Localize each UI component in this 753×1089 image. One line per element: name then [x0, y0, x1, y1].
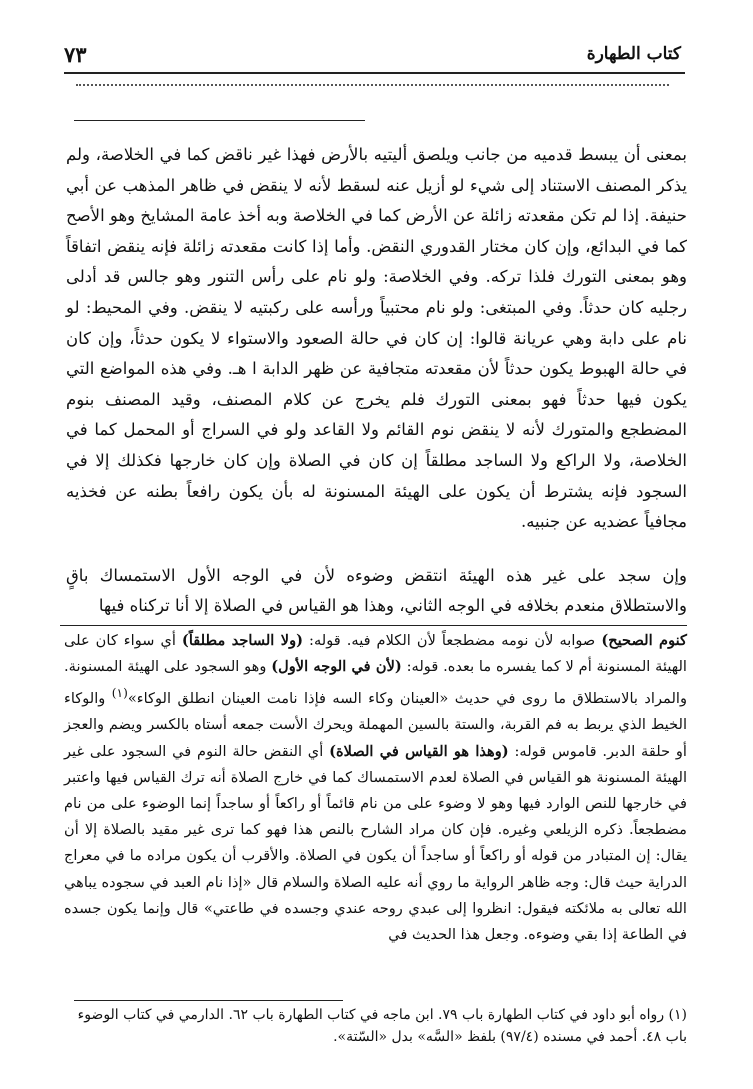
- footnote-marker: (١): [111, 686, 128, 701]
- commentary-lemma: (لأن في الوجه الأول): [271, 658, 402, 676]
- header-rule: [64, 72, 685, 74]
- chapter-title: كتاب الطهارة: [586, 44, 681, 64]
- commentary-lemma: كنوم الصحيح): [601, 632, 687, 649]
- footnote-item: (١) رواه أبو داود في كتاب الطهارة باب ٧٩. ابن ماجه في كتاب الطهارة باب ٦٢. الدارمي في كتاب الوضوء باب ٤٨. أحمد في مسنده (٩٧/٤) بلفظ «السَّه» بدل «السّتة».: [77, 1007, 687, 1045]
- commentary-segment: أي سواء كان على الهيئة المسنونة أم لا كما يفسره ما بعده. قوله:: [64, 632, 687, 676]
- main-paragraph: بمعنى أن يبسط قدميه من جانب ويلصق أليتيه بالأرض فهذا غير ناقض كما في الخلاصة، ولم يذكر المصنف الاستناد إلى شيء لو أزيل عنه لسقط لأنه لا ينقض في ظاهر المذهب عن أبي حنيفة. إذا لم تكن مقعدته زائلة عن الأرض كما في الخلاصة وبه أخذ عامة المشايخ وهو الأصح كما في البدائع، وإن كان مختار القدوري النقض. وأما إذا كانت مقعدته زائلة فإنه ينقض اتفاقاً وهو بمعنى التورك فلذا تركه. وفي الخلاصة: ولو نام على رأس التنور وهو جالس قد أدلى رجليه كان حدثاً. وفي المبتغى: ولو نام محتبياً ورأسه على ركبتيه لا ينقض. وفي المحيط: لو نام على دابة وهي عريانة قالوا: إن كان في حالة الصعود والاستواء لا يكون حدثاً، وإن كان في حالة الهبوط يكون حدثاً لأن مقعدته متجافية عن ظهر الدابة ا هـ. وفي هذه المواضع التي يكون فيها حدثاً فهو بمعنى التورك فلم يخرج عن كلام المصنف، وقيد المصنف بنوم المضطجع والمتورك لأنه لا ينقض نوم القائم ولا القاعد ولو في السراج أو المحمل كما في الخلاصة، ولا الراكع ولا الساجد مطلقاً إن كان في الصلاة وإن كان خارجها فكذلك إلا في السجود فإنه يشترط أن يكون على الهيئة المسنونة له بأن يكون رافعاً بطنه عن فخذيه مجافياً عضديه عن جنبيه.: [66, 145, 687, 532]
- commentary-rule: [60, 625, 687, 626]
- commentary-segment: أي النقض حالة النوم في السجود على غير الهيئة المسنونة هو القياس في الصلاة لعدم الاستمساك كما في خارج الصلاة أنه ترك القياس فيها واعتبر في خارجها للنص الوارد فيها وهو لا وضوء على من نام قائماً أو راكعاً أو ساجداً إنما الوضوء على من نام مضطجعاً. ذكره الزيلعي وغيره. فإن كان مراد الشارح بالنص هذا فهو كما ترى غير مقيد بالصلاة إلا أن يقال: إن المتبادر من قوله أو راكعاً أو ساجداً أن يكون في الصلاة. والأقرب أن يكون مراده ما في معراج الدراية حيث قال: وجه ظاهر الرواية ما روي أنه عليه الصلاة والسلام قال «إذا نام العبد في سجوده يباهي الله تعالى به ملائكته فيقول: انظروا إلى عبدي روحه عندي وجسده في طاعتي» قال وإنما يكون جسده في الطاعة إذا بقي وضوءه. وجعل هذا الحديث في: [64, 742, 687, 944]
- footnote-rule: [74, 1000, 343, 1001]
- footnotes: [64, 1004, 687, 1048]
- commentary-text: [64, 628, 687, 948]
- dotted-separator: [76, 84, 669, 86]
- commentary-segment: وهو السجود على الهيئة المسنونة. والمراد بالاستطلاق ما روى في حديث «العينان وكاء السه فإذا نامت العينان انطلق الوكاء»: [64, 658, 687, 708]
- commentary-lemma: (وهذا هو القياس في الصلاة): [329, 742, 509, 760]
- commentary-segment: صوابه لأن نومه مضطجعاً لأن الكلام فيه. قوله:: [303, 632, 602, 649]
- running-header: [64, 42, 681, 72]
- commentary-segment: والوكاء الخيط الذي يربط به فم القربة، والستة بالسين المهملة ويحرك الأست جمعه أستاه بالكسر ويضم والعجز أو حلقة الدبر. قاموس قوله:: [64, 690, 687, 760]
- main-text: [66, 140, 687, 622]
- main-paragraph: وإن سجد على غير هذه الهيئة انتقض وضوءه لأن في الوجه الأول الاستمساك باقٍ والاستطلاق منعدم بخلافه في الوجه الثاني، وهذا هو القياس في الصلاة إلا أنا تركناه فيها: [66, 565, 687, 616]
- page-number: ٧٣: [64, 42, 87, 67]
- short-rule: [74, 120, 365, 121]
- commentary-lemma: (ولا الساجد مطلقاً): [181, 632, 304, 649]
